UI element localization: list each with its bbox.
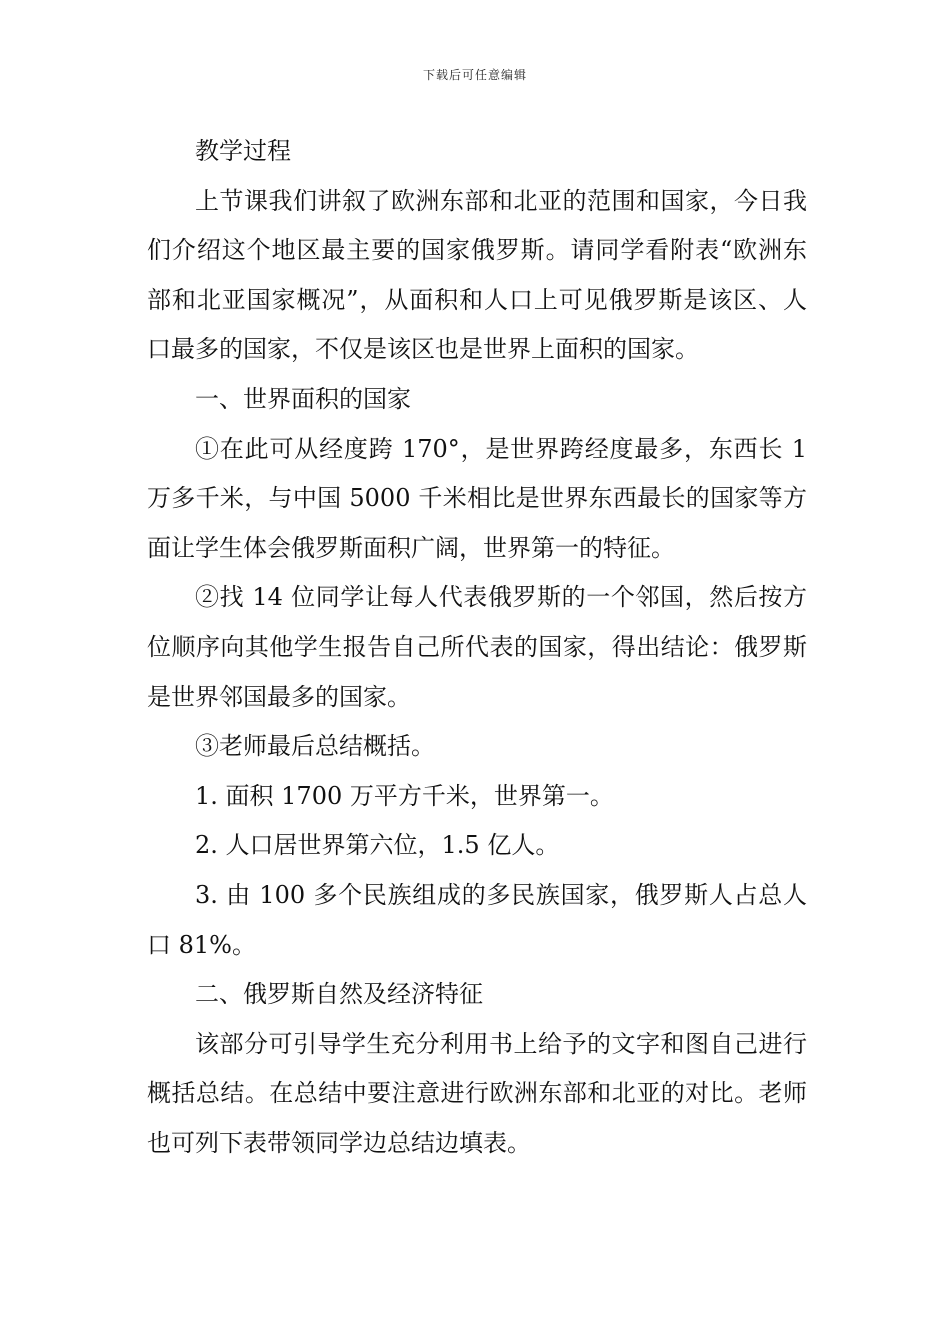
section-heading-natural-economic: 二、俄罗斯自然及经济特征 xyxy=(195,980,483,1009)
page-header: 下载后可任意编辑 xyxy=(422,68,527,82)
document-body xyxy=(147,127,807,1168)
point-paragraph-3: ③老师最后总结概括。 xyxy=(195,732,435,761)
section-heading-teaching-process: 教学过程 xyxy=(195,137,291,165)
section-heading-largest-country: 一、世界面积的国家 xyxy=(195,384,411,413)
point-paragraph-2: ②找 14 位同学让每人代表俄罗斯的一个邻国，然后按方位顺序向其他学生报告自己所代表的国家，得出结论：俄罗斯是世界邻国最多的国家。 xyxy=(147,583,807,711)
closing-paragraph: 该部分可引导学生充分利用书上给予的文字和图自己进行概括总结。在总结中要注意进行欧洲东部和北亚的对比。老师也可列下表带领同学边总结边填表。 xyxy=(147,1029,807,1157)
list-item-area: 1. 面积 1700 万平方千米，世界第一。 xyxy=(195,781,614,810)
intro-paragraph: 上节课我们讲叙了欧洲东部和北亚的范围和国家，今日我们介绍这个地区最主要的国家俄罗斯。请同学看附表“欧洲东部和北亚国家概况”，从面积和人口上可见俄罗斯是该区、人口最多的国家，不仅是该区也是世界上面积的国家。 xyxy=(147,186,807,364)
list-item-ethnic-groups: 3. 由 100 多个民族组成的多民族国家，俄罗斯人占总人口 81%。 xyxy=(147,880,807,959)
list-item-population: 2. 人口居世界第六位，1.5 亿人。 xyxy=(195,831,560,860)
point-paragraph-1: ①在此可从经度跨 170°，是世界跨经度最多，东西长 1 万多千米，与中国 5000 千米相比是世界东西最长的国家等方面让学生体会俄罗斯面积广阔，世界第一的特征。 xyxy=(147,434,807,562)
